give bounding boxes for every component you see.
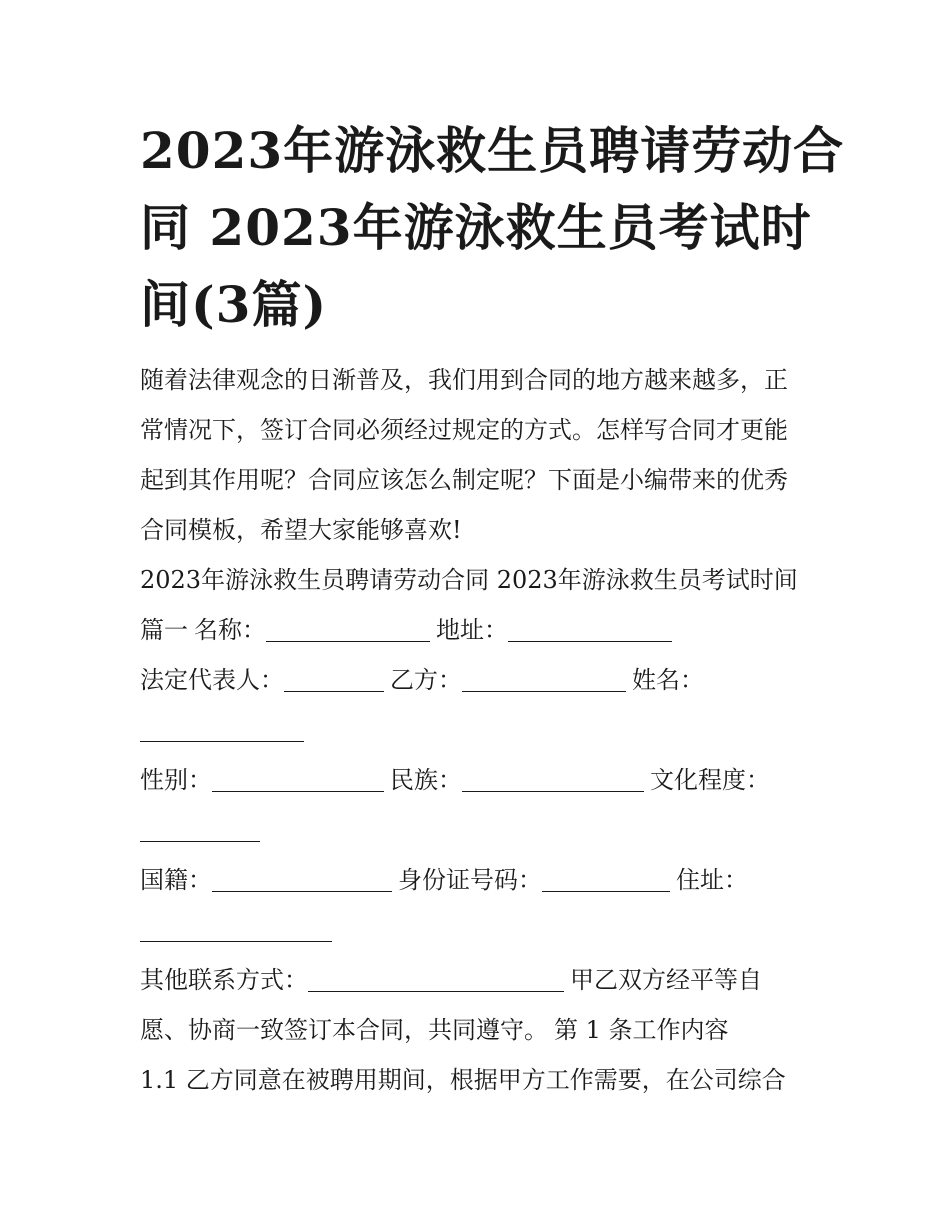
clause-1-1: 1.1 乙方同意在被聘用期间，根据甲方工作需要，在公司综合 <box>140 1066 786 1094</box>
address-blank <box>508 617 672 642</box>
form-row-other-contact <box>140 955 830 1005</box>
form-row-name-address <box>140 605 830 655</box>
form-row-residence-blank <box>140 905 830 955</box>
party-b-label: 乙方： <box>390 666 462 694</box>
id-number-label: 身份证号码： <box>398 866 542 894</box>
part-label: 篇一 <box>140 616 188 644</box>
residence-label: 住址： <box>676 866 748 894</box>
other-contact-blank <box>308 967 564 992</box>
title-line-2: 同 2023年游泳救生员考试时 <box>140 198 812 257</box>
title-line-3: 间(3篇) <box>140 275 328 334</box>
intro-line-4: 合同模板，希望大家能够喜欢! <box>140 516 462 544</box>
person-name-blank <box>140 717 304 742</box>
intro-line-3: 起到其作用呢？合同应该怎么制定呢？下面是小编带来的优秀 <box>140 466 788 494</box>
residence-blank <box>140 917 332 942</box>
gender-label: 性别： <box>140 766 212 794</box>
intro-line-1: 随着法律观念的日渐普及，我们用到合同的地方越来越多，正 <box>140 366 788 394</box>
person-name-label: 姓名： <box>632 666 704 694</box>
name-label: 名称： <box>194 616 266 644</box>
ethnicity-label: 民族： <box>390 766 462 794</box>
form-row-agreement <box>140 1005 830 1055</box>
contract-subtitle: 2023年游泳救生员聘请劳动合同 2023年游泳救生员考试时间 <box>140 566 798 594</box>
name-blank <box>266 617 430 642</box>
form-row-gender <box>140 755 830 805</box>
document-title <box>140 112 845 343</box>
education-label: 文化程度： <box>650 766 770 794</box>
document-body <box>140 355 830 1105</box>
title-line-1: 2023年游泳救生员聘请劳动合 <box>140 121 845 180</box>
id-number-blank <box>542 867 670 892</box>
form-row-education-blank <box>140 805 830 855</box>
legal-rep-label: 法定代表人： <box>140 666 284 694</box>
other-contact-label: 其他联系方式： <box>140 966 308 994</box>
form-row-nationality <box>140 855 830 905</box>
nationality-label: 国籍： <box>140 866 212 894</box>
ethnicity-blank <box>462 767 644 792</box>
article-1-title: 第 1 条工作内容 <box>554 1016 729 1044</box>
address-label: 地址： <box>436 616 508 644</box>
education-blank <box>140 817 260 842</box>
intro-line-2: 常情况下，签订合同必须经过规定的方式。怎样写合同才更能 <box>140 416 788 444</box>
form-row-legal-rep <box>140 655 830 705</box>
legal-rep-blank <box>284 667 384 692</box>
nationality-blank <box>212 867 392 892</box>
agreement-text-1: 甲乙双方经平等自 <box>570 966 762 994</box>
party-b-blank <box>462 667 626 692</box>
form-row-name-blank <box>140 705 830 755</box>
gender-blank <box>212 767 384 792</box>
agreement-text-2: 愿、协商一致签订本合同，共同遵守。 <box>140 1016 548 1044</box>
